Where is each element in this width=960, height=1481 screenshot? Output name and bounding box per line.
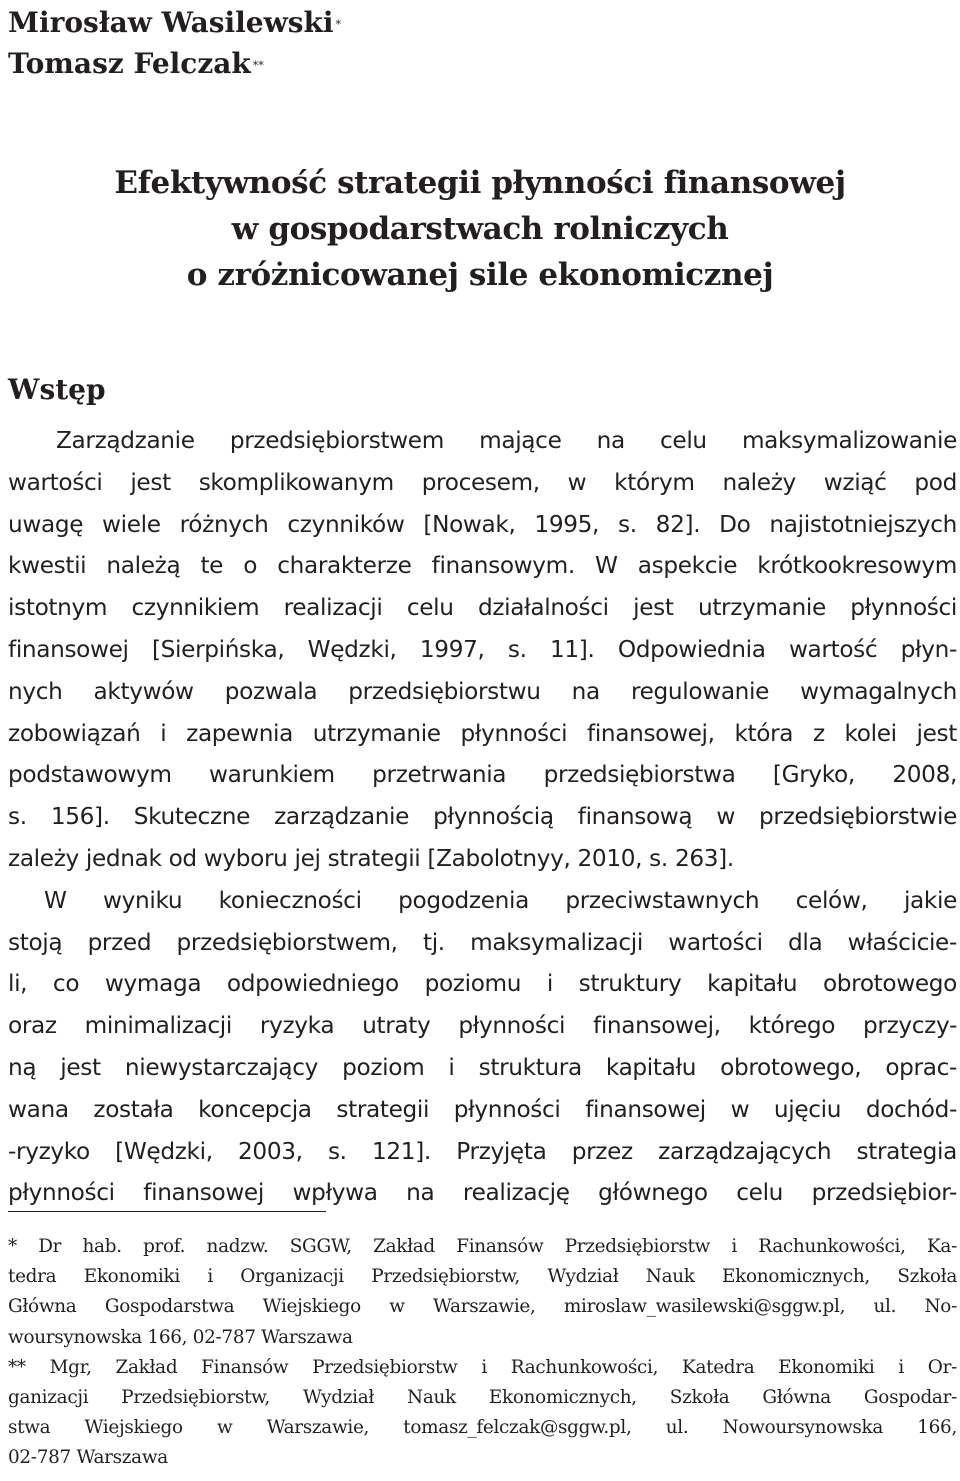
author-1-footnote-mark: * bbox=[335, 18, 341, 31]
body-line: Zarządzanie przedsiębiorstwem mające na celu maksymalizowanie bbox=[56, 427, 957, 454]
author-1-name: Mirosław Wasilewski bbox=[8, 6, 334, 39]
body-line: zależy jednak od wyboru jej strategii [Zabolotnyy, 2010, s. 263]. bbox=[8, 844, 734, 872]
author-list bbox=[8, 2, 341, 84]
body-line: W wyniku konieczności pogodzenia przeciwstawnych celów, jakie bbox=[44, 886, 957, 914]
body-line: podstawowym warunkiem przetrwania przedsiębiorstwa [Gryko, 2008, bbox=[8, 761, 957, 789]
footnote-line: * Dr hab. prof. nadzw. SGGW, Zakład Finansów Przedsiębiorstw i Rachunkowości, Ka- bbox=[8, 1236, 957, 1257]
footnote-line: tedra Ekonomiki i Organizacji Przedsiębiorstw, Wydział Nauk Ekonomicznych, Szkoła bbox=[8, 1266, 957, 1288]
body-line: uwagę wiele różnych czynników [Nowak, 1995, s. 82]. Do najistotniejszych bbox=[8, 510, 957, 538]
title-line: w gospodarstwach rolniczych bbox=[231, 211, 729, 247]
body-line: zobowiązań i zapewnia utrzymanie płynności finansowej, która z kolei jest bbox=[8, 719, 957, 747]
footnotes bbox=[8, 1232, 957, 1474]
body-line: wana została koncepcja strategii płynności finansowej w ujęciu dochód- bbox=[8, 1095, 957, 1123]
body-line: oraz minimalizacji ryzyka utraty płynności finansowej, którego przyczy- bbox=[8, 1012, 957, 1040]
body-line: -ryzyko [Wędzki, 2003, s. 121]. Przyjęta przez zarządzających strategia bbox=[8, 1137, 957, 1165]
footnote-line: stwa Wiejskiego w Warszawie, tomasz_felczak@sggw.pl, ul. Nowoursynowska 166, bbox=[8, 1417, 957, 1439]
body-line: kwestii należą te o charakterze finansowym. W aspekcie krótkookresowym bbox=[8, 552, 957, 580]
body-line: li, co wymaga odpowiedniego poziomu i struktury kapitału obrotowego bbox=[8, 970, 957, 998]
body-line: finansowej [Sierpińska, Wędzki, 1997, s. 11]. Odpowiednia wartość płyn- bbox=[8, 635, 957, 663]
author-2-footnote-mark: ** bbox=[252, 59, 264, 72]
footnote-line: Główna Gospodarstwa Wiejskiego w Warszawie, miroslaw_wasilewski@sggw.pl, ul. No- bbox=[8, 1296, 957, 1318]
author-2 bbox=[8, 43, 341, 84]
section-heading: Wstęp bbox=[8, 373, 106, 406]
body-line: istotnym czynnikiem realizacji celu działalności jest utrzymanie płynności bbox=[8, 594, 957, 622]
author-1 bbox=[8, 2, 341, 43]
body-text bbox=[8, 420, 957, 1214]
body-line: s. 156]. Skuteczne zarządzanie płynnością finansową w przedsiębiorstwie bbox=[8, 803, 957, 831]
title-line: Efektywność strategii płynności finansowej bbox=[114, 165, 846, 201]
footnote-line: ** Mgr, Zakład Finansów Przedsiębiorstw i Rachunkowości, Katedra Ekonomiki i Or- bbox=[8, 1356, 957, 1378]
body-line: nych aktywów pozwala przedsiębiorstwu na regulowanie wymagalnych bbox=[8, 677, 957, 705]
body-line: wartości jest skomplikowanym procesem, w którym należy wziąć pod bbox=[8, 468, 957, 496]
body-line: płynności finansowej wpływa na realizację głównego celu przedsiębior- bbox=[8, 1179, 957, 1207]
author-2-name: Tomasz Felczak bbox=[8, 47, 251, 80]
footnote-divider bbox=[8, 1211, 326, 1212]
footnote-line: ganizacji Przedsiębiorstw, Wydział Nauk Ekonomicznych, Szkoła Główna Gospodar- bbox=[8, 1387, 957, 1409]
title-line: o zróżnicowanej sile ekonomicznej bbox=[186, 257, 774, 293]
body-line: stoją przed przedsiębiorstwem, tj. maksymalizacji wartości dla właścicie- bbox=[8, 928, 957, 956]
paper-title bbox=[0, 160, 960, 298]
footnote-line: woursynowska 166, 02-787 Warszawa bbox=[8, 1326, 353, 1348]
footnote-line: 02-787 Warszawa bbox=[8, 1447, 168, 1469]
body-line: ną jest niewystarczający poziom i struktura kapitału obrotowego, oprac- bbox=[8, 1053, 957, 1081]
